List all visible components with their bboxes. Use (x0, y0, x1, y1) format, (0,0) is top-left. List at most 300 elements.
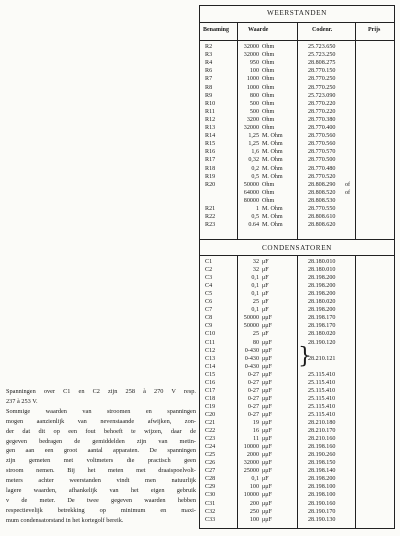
component-value: 500 (249, 100, 259, 107)
component-name: C14 (205, 363, 216, 370)
explanatory-note (6, 387, 196, 526)
component-unit: μμF (262, 403, 272, 410)
note-line: mum condensatorstand in het kortegolf bereik. (6, 516, 124, 524)
component-unit: μμF (262, 379, 272, 386)
component-name: C13 (205, 355, 216, 362)
component-value: 50000 (243, 181, 259, 188)
component-value: 500 (249, 108, 259, 115)
component-name: R23 (205, 222, 216, 229)
component-value: 0,1 (251, 307, 259, 314)
table-row (200, 356, 394, 364)
component-name: R12 (205, 116, 216, 123)
brace-glyph: } (298, 344, 312, 369)
component-name: C7 (205, 307, 213, 314)
component-name: C31 (205, 500, 216, 507)
table-row (200, 157, 394, 165)
component-unit: μμF (262, 436, 272, 443)
table-row (200, 307, 394, 315)
component-unit: Ohm (262, 181, 275, 188)
component-name: R8 (205, 84, 213, 91)
component-value: 100 (249, 516, 259, 523)
header-value: Waarde (248, 27, 269, 33)
component-unit: μμF (262, 452, 272, 459)
component-code: 28.770.150 (308, 68, 336, 75)
table-row (200, 364, 394, 372)
component-value: 0-27 (247, 403, 259, 410)
component-value: 100 (249, 68, 259, 75)
table-row (200, 206, 394, 214)
component-value: 25 (252, 331, 259, 338)
component-name: C27 (205, 468, 216, 475)
component-name: C12 (205, 347, 216, 354)
component-name: C28 (205, 476, 216, 483)
component-code: 28.210.121 (308, 355, 336, 362)
component-unit: μμF (262, 508, 272, 515)
table-row (200, 190, 394, 198)
component-code: 28.180.010 (308, 259, 336, 265)
component-unit: μμF (262, 460, 272, 467)
component-name: C23 (205, 436, 216, 443)
component-code: 28.770.560 (308, 141, 336, 148)
component-name: R21 (205, 206, 216, 212)
component-name: R2 (205, 44, 213, 50)
component-value: 1 (255, 206, 259, 212)
table-row (200, 149, 394, 157)
component-value: 0,1 (251, 291, 259, 298)
table-row (200, 214, 394, 222)
component-name: C24 (205, 444, 216, 451)
table-row (200, 85, 394, 93)
component-unit: M. Ohm (262, 165, 283, 172)
component-code: 25.723.250 (308, 52, 336, 59)
table-row (200, 517, 394, 525)
component-value: 0.64 (248, 222, 259, 229)
table-row (200, 340, 394, 348)
table-row (200, 412, 394, 420)
component-code: 28.198.100 (308, 492, 336, 499)
component-code: 28.198.170 (308, 323, 336, 330)
component-name: R13 (205, 125, 216, 131)
row-suffix: of (345, 181, 351, 188)
component-code: 25.115.410 (308, 379, 336, 386)
component-value: 32 (252, 259, 259, 265)
component-code: 28.180.020 (308, 331, 336, 338)
component-value: 32000 (243, 44, 259, 50)
table-row (200, 76, 394, 84)
component-value: 0,5 (251, 173, 259, 180)
table-row (200, 283, 394, 291)
component-code: 28.180.010 (308, 267, 336, 274)
component-value: 1,25 (248, 133, 259, 140)
component-name: C30 (205, 492, 216, 499)
component-value: 1000 (246, 76, 259, 83)
table-row (200, 117, 394, 125)
note-line: meters achter weerstanden vindt men natuurlijk (6, 477, 196, 485)
component-code: 28.210.170 (308, 428, 336, 435)
note-line: mogen aanzienlijk van nevenstaande afwijken, zon- (6, 417, 196, 425)
table-row (200, 396, 394, 404)
table-row (200, 388, 394, 396)
table-row (200, 259, 394, 267)
component-name: R14 (205, 133, 216, 140)
component-name: C4 (205, 283, 213, 290)
table-row (200, 125, 394, 133)
parts-table (199, 5, 395, 529)
component-name: R4 (205, 60, 213, 67)
component-value: 80000 (243, 197, 259, 204)
table-row (200, 348, 394, 356)
component-name: C26 (205, 460, 216, 467)
component-unit: μμF (262, 387, 272, 394)
component-value: 950 (249, 60, 259, 67)
component-code: 28.770.560 (308, 133, 336, 140)
table-row (200, 93, 394, 101)
component-unit: Ohm (262, 197, 275, 204)
table-row (200, 315, 394, 323)
component-value: 0,5 (251, 214, 259, 221)
component-code: 28.808.520 (308, 189, 336, 196)
component-code: 28.808.530 (308, 197, 336, 204)
component-code: 28.770.250 (308, 84, 336, 91)
component-value: 0,2 (251, 165, 259, 172)
row-suffix: of (345, 189, 351, 196)
component-unit: μμF (262, 411, 272, 418)
table-row (200, 267, 394, 275)
component-unit: M. Ohm (262, 173, 283, 180)
component-name: R11 (205, 108, 215, 115)
note-line: gen aan een groot aantal apparaten. De spanningen (6, 447, 196, 455)
component-unit: M. Ohm (262, 214, 283, 221)
component-name: R17 (205, 157, 216, 164)
table-row (200, 44, 394, 52)
component-value: 10000 (243, 444, 259, 451)
component-name: C29 (205, 484, 216, 491)
table-row (200, 198, 394, 206)
component-code: 25.115.410 (308, 411, 336, 418)
component-unit: μμF (262, 484, 272, 491)
component-code: 28.198.100 (308, 484, 336, 491)
component-value: 200 (249, 500, 259, 507)
component-unit: μμF (262, 428, 272, 435)
component-value: 80 (252, 339, 259, 346)
component-code: 28.198.140 (308, 468, 336, 475)
component-code: 28.198.160 (308, 444, 336, 451)
table-row (200, 501, 394, 509)
component-value: 250 (249, 508, 259, 515)
component-unit: M. Ohm (262, 141, 283, 148)
component-code: 28.190.170 (308, 508, 336, 515)
component-unit: μF (262, 291, 269, 298)
component-code: 25.723.650 (308, 44, 336, 50)
component-unit: μμF (262, 500, 272, 507)
component-unit: μμF (262, 315, 272, 322)
component-code: 28.770.250 (308, 76, 336, 83)
component-value: 0-27 (247, 379, 259, 386)
component-value: 1,6 (251, 149, 259, 156)
component-value: 100 (249, 484, 259, 491)
component-name: C20 (205, 411, 216, 418)
table-row (200, 275, 394, 283)
component-name: C11 (205, 339, 215, 346)
component-code: 28.198.150 (308, 460, 336, 467)
component-unit: μF (262, 476, 269, 483)
component-code: 25.115.410 (308, 395, 336, 402)
component-name: C21 (205, 420, 216, 426)
component-value: 50000 (243, 323, 259, 330)
component-value: 16 (252, 428, 259, 435)
component-code: 28.190.120 (308, 339, 336, 346)
table-row (200, 428, 394, 436)
table-row (200, 101, 394, 109)
component-unit: Ohm (262, 125, 275, 131)
component-value: 0-27 (247, 395, 259, 402)
component-unit: μμF (262, 339, 272, 346)
component-name: R18 (205, 165, 216, 172)
component-name: C9 (205, 323, 213, 330)
component-code: 28.198.200 (308, 307, 336, 314)
table-row (200, 291, 394, 299)
component-unit: Ohm (262, 116, 275, 123)
component-value: 1000 (246, 84, 259, 91)
resistors-title: WEERSTANDEN (267, 9, 327, 17)
component-code: 28.180.020 (308, 299, 336, 306)
note-line: lagere waarden, afhankelijk van het eigen gebruik (6, 487, 196, 495)
note-line: Spanningen over C1 en C2 zijn 258 à 270 V resp. (6, 388, 196, 395)
component-name: C17 (205, 387, 216, 394)
table-row (200, 174, 394, 182)
component-unit: μF (262, 331, 269, 338)
component-unit: M. Ohm (262, 222, 283, 229)
component-value: 25 (252, 299, 259, 306)
table-row (200, 372, 394, 380)
component-unit: μμF (262, 347, 272, 354)
component-name: C6 (205, 299, 213, 306)
component-code: 28.770.500 (308, 157, 336, 164)
component-value: 25000 (243, 468, 259, 475)
component-value: 800 (249, 92, 259, 99)
component-name: R3 (205, 52, 213, 59)
component-name: C19 (205, 403, 216, 410)
header-price: Prijs (368, 27, 381, 33)
table-row (200, 331, 394, 339)
table-row (200, 492, 394, 500)
component-unit: Ohm (262, 52, 275, 59)
component-name: C25 (205, 452, 216, 459)
component-value: 3200 (246, 116, 259, 123)
table-row (200, 452, 394, 460)
component-name: R16 (205, 149, 216, 156)
component-code: 25.115.410 (308, 387, 336, 394)
note-line: der dat dit op een fout behoeft te wijzen, daar de (6, 427, 196, 435)
table-row (200, 68, 394, 76)
component-name: R9 (205, 92, 213, 99)
component-unit: Ohm (262, 84, 275, 91)
note-line: v de meter. De twee gegeven waarden hebben (6, 496, 196, 504)
table-row (200, 52, 394, 60)
component-value: 32000 (243, 52, 259, 59)
component-code: 28.770.550 (308, 206, 336, 212)
note-line: zijn gemeten met voltmeters die practisch geen (6, 457, 196, 465)
component-value: 32000 (243, 125, 259, 131)
table-row (200, 444, 394, 452)
component-unit: μF (262, 267, 269, 274)
component-unit: Ohm (262, 44, 275, 50)
table-row (200, 60, 394, 68)
component-code: 28.770.380 (308, 116, 336, 123)
component-name: R15 (205, 141, 216, 148)
component-value: 0-430 (244, 347, 259, 354)
component-code: 28.190.130 (308, 516, 336, 523)
component-unit: Ohm (262, 108, 275, 115)
note-line: gegeven bedragen de gemiddelden zijn van metin- (6, 437, 196, 445)
component-unit: M. Ohm (262, 206, 283, 212)
component-code: 28.770.480 (308, 165, 336, 172)
table-row (200, 468, 394, 476)
component-unit: Ohm (262, 100, 275, 107)
table-row (200, 476, 394, 484)
component-value: 0-430 (244, 363, 259, 370)
table-row (200, 323, 394, 331)
component-value: 32000 (243, 460, 259, 467)
component-unit: M. Ohm (262, 133, 283, 140)
header-code: Codenr. (312, 27, 333, 33)
note-line: respectievelijk betrekking op minimum en maxi- (6, 506, 196, 514)
component-name: R7 (205, 76, 213, 83)
component-name: C1 (205, 259, 213, 265)
component-value: 0-430 (244, 355, 259, 362)
component-unit: μF (262, 275, 269, 282)
component-code: 28.210.180 (308, 420, 336, 426)
component-unit: M. Ohm (262, 157, 283, 164)
component-unit: μF (262, 299, 269, 306)
table-row (200, 404, 394, 412)
component-unit: μμF (262, 371, 272, 378)
table-row (200, 133, 394, 141)
component-unit: μμF (262, 516, 272, 523)
component-unit: μF (262, 259, 269, 265)
component-value: 0-27 (247, 411, 259, 418)
component-value: 1,25 (248, 141, 259, 148)
table-row (200, 109, 394, 117)
table-row (200, 484, 394, 492)
table-row (200, 141, 394, 149)
component-code: 25.115.410 (308, 371, 336, 378)
component-code: 28.770.220 (308, 100, 336, 107)
component-value: 0,32 (248, 157, 259, 164)
component-code: 28.808.275 (308, 60, 336, 67)
note-line: Sommige waarden van stroomen en spanningen (6, 407, 196, 415)
component-value: 0,1 (251, 476, 259, 483)
component-value: 0-27 (247, 371, 259, 378)
component-name: C16 (205, 379, 216, 386)
component-unit: μF (262, 283, 269, 290)
component-code: 28.198.170 (308, 315, 336, 322)
component-unit: Ohm (262, 68, 275, 75)
component-unit: M. Ohm (262, 149, 283, 156)
component-unit: Ohm (262, 60, 275, 67)
component-name: R19 (205, 173, 216, 180)
component-unit: μμF (262, 323, 272, 330)
table-row (200, 222, 394, 230)
table-row (200, 182, 394, 190)
table-row (200, 166, 394, 174)
note-line: stroom nemen. Bij het meten met draaispoelvolt- (6, 467, 196, 475)
component-code: 28.198.200 (308, 291, 336, 298)
table-row (200, 380, 394, 388)
component-unit: μμF (262, 444, 272, 451)
note-line: 237 à 253 V. (6, 397, 38, 405)
component-name: C10 (205, 331, 216, 338)
table-row (200, 436, 394, 444)
table-row (200, 299, 394, 307)
component-code: 28.198.200 (308, 476, 336, 483)
component-name: C15 (205, 371, 216, 378)
table-row (200, 509, 394, 517)
component-unit: μμF (262, 492, 272, 499)
capacitors-title: CONDENSATOREN (262, 244, 332, 252)
component-value: 2000 (246, 452, 259, 459)
component-code: 28.198.200 (308, 275, 336, 282)
component-code: 28.190.160 (308, 500, 336, 507)
component-name: R22 (205, 214, 216, 221)
table-row (200, 460, 394, 468)
component-name: R10 (205, 100, 216, 107)
component-unit: Ohm (262, 76, 275, 83)
component-value: 0,1 (251, 283, 259, 290)
component-value: 32 (252, 267, 259, 274)
component-code: 25.723.090 (308, 92, 336, 99)
table-row (200, 420, 394, 428)
component-name: C22 (205, 428, 216, 435)
component-code: 28.770.220 (308, 108, 336, 115)
component-value: 19 (252, 420, 259, 426)
component-name: R6 (205, 68, 213, 75)
component-unit: μF (262, 307, 269, 314)
component-unit: μμF (262, 395, 272, 402)
component-value: 0,1 (251, 275, 259, 282)
component-unit: Ohm (262, 189, 275, 196)
component-value: 11 (253, 436, 259, 443)
component-name: C8 (205, 315, 213, 322)
component-code: 28.198.200 (308, 283, 336, 290)
component-code: 28.770.400 (308, 125, 336, 131)
component-value: 64000 (243, 189, 259, 196)
component-name: C5 (205, 291, 213, 298)
component-value: 0-27 (247, 387, 259, 394)
component-unit: μμF (262, 355, 272, 362)
component-code: 28.808.290 (308, 181, 336, 188)
component-name: C33 (205, 516, 216, 523)
component-code: 28.190.260 (308, 452, 336, 459)
component-unit: μμF (262, 468, 272, 475)
component-value: 10000 (243, 492, 259, 499)
component-unit: μμF (262, 420, 272, 426)
component-name: R20 (205, 181, 216, 188)
component-name: C2 (205, 267, 213, 274)
component-unit: Ohm (262, 92, 275, 99)
component-code: 28.770.520 (308, 173, 336, 180)
header-name: Benaming (203, 27, 230, 33)
component-name: C3 (205, 275, 213, 282)
component-code: 28.808.620 (308, 222, 336, 229)
component-code: 25.115.410 (308, 403, 336, 410)
component-value: 50000 (243, 315, 259, 322)
component-code: 28.210.160 (308, 436, 336, 443)
component-name: C32 (205, 508, 216, 515)
component-name: C18 (205, 395, 216, 402)
component-code: 28.770.570 (308, 149, 336, 156)
component-code: 28.808.610 (308, 214, 336, 221)
